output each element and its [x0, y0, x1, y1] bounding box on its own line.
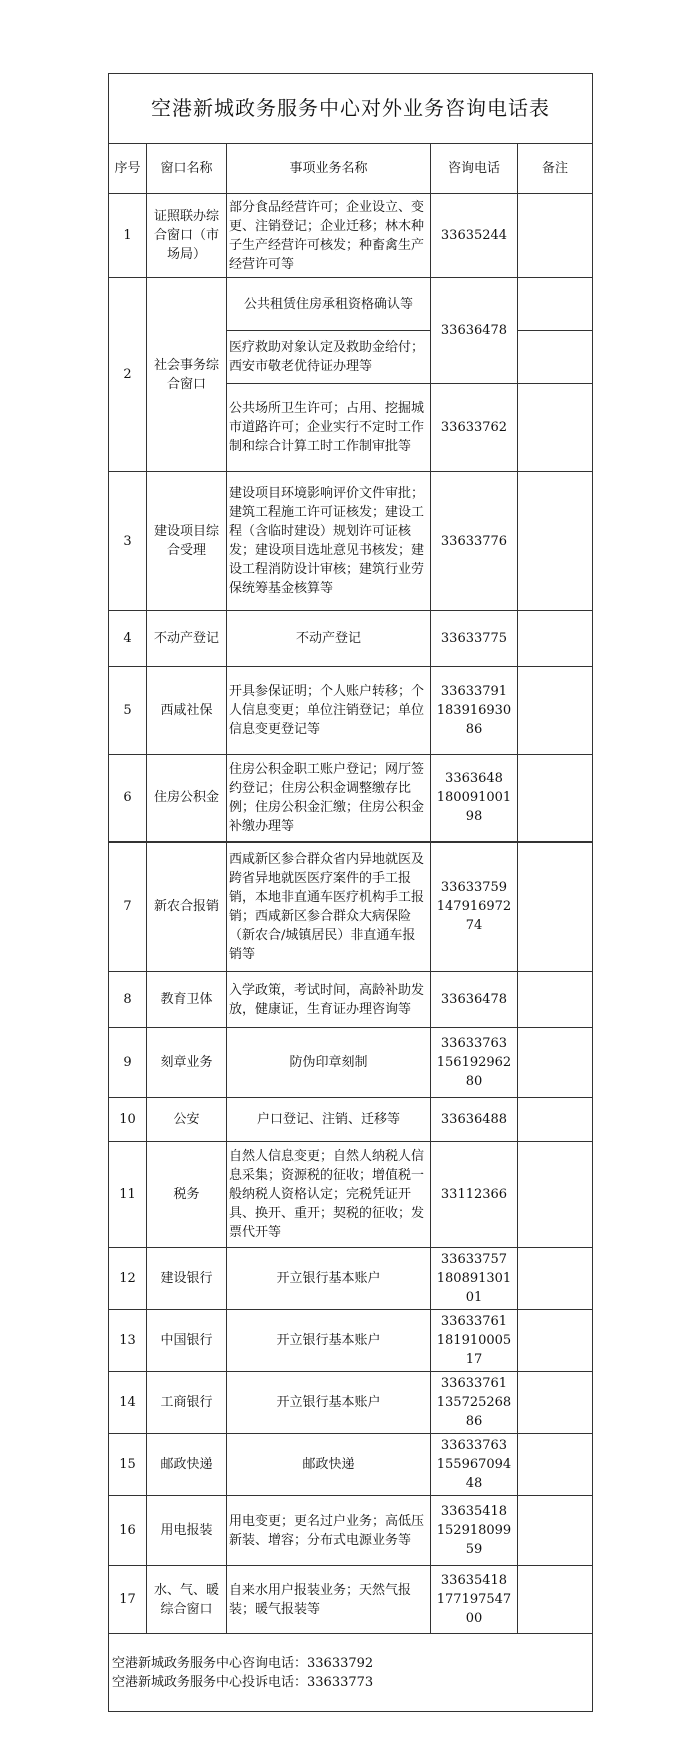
- row-items: 部分食品经营许可；企业设立、变更、注销登记；企业迁移；林木种子生产经营许可核发；种畜禽生产经营许可等: [227, 194, 431, 278]
- row-items: 户口登记、注销、迁移等: [227, 1098, 431, 1142]
- footer-cell: [109, 1634, 593, 1712]
- row-phone: [431, 1310, 518, 1372]
- table-row: [109, 1248, 593, 1310]
- row-remark: [518, 755, 593, 842]
- row-phone-line2: 15619296280: [436, 1055, 512, 1089]
- row-no: 9: [109, 1028, 147, 1098]
- row-items: 公共租赁住房承租资格确认等: [227, 278, 431, 331]
- row-no: 3: [109, 472, 147, 611]
- row-items: 西咸新区参合群众省内异地就医及跨省异地就医医疗案件的手工报销，本地非直通车医疗机构手工报销；西咸新区参合群众大病保险（新农合/城镇居民）非直通车报销等: [227, 842, 431, 972]
- row-remark: [518, 1142, 593, 1248]
- row-items: 邮政快递: [227, 1434, 431, 1496]
- row-no: 5: [109, 667, 147, 755]
- row-remark: [518, 331, 593, 384]
- row-phone: [431, 667, 518, 755]
- table-row: [109, 1496, 593, 1566]
- row-no: 16: [109, 1496, 147, 1566]
- row-no: 7: [109, 842, 147, 972]
- phone-table: [108, 73, 593, 1712]
- row-remark: [518, 611, 593, 667]
- row-phone: 33112366: [431, 1142, 518, 1248]
- row-phone-line1: 33633763: [440, 1036, 508, 1051]
- row-phone-line2: 18191000517: [436, 1333, 512, 1367]
- row-window: 中国银行: [147, 1310, 227, 1372]
- row-items: 不动产登记: [227, 611, 431, 667]
- row-phone-line2: 18009100198: [436, 790, 512, 825]
- row-window: 建设项目综合受理: [147, 472, 227, 611]
- table-row: [109, 472, 593, 611]
- row-phone: 33633762: [431, 384, 518, 472]
- row-no: 10: [109, 1098, 147, 1142]
- row-no: 4: [109, 611, 147, 667]
- row-remark: [518, 1566, 593, 1634]
- header-phone: 咨询电话: [431, 144, 518, 194]
- row-remark: [518, 972, 593, 1028]
- row-phone: [431, 1372, 518, 1434]
- table-row: [109, 1434, 593, 1496]
- row-phone-line1: 33633759: [440, 880, 508, 896]
- row-window: 建设银行: [147, 1248, 227, 1310]
- row-remark: [518, 1028, 593, 1098]
- row-items: 防伪印章刻制: [227, 1028, 431, 1098]
- row-phone: 33636478: [431, 278, 518, 384]
- phone-table-sheet: [108, 73, 592, 1712]
- row-phone-line1: 33633763: [440, 1438, 508, 1453]
- row-remark: [518, 1310, 593, 1372]
- row-phone-line1: 33633757: [440, 1252, 508, 1267]
- row-no: 12: [109, 1248, 147, 1310]
- table-title: 空港新城政务服务中心对外业务咨询电话表: [109, 74, 593, 144]
- footer-complaint-phone: 空港新城政务服务中心投诉电话：33633773: [112, 1674, 374, 1690]
- row-phone: [431, 755, 518, 842]
- row-items: 建设项目环境影响评价文件审批；建筑工程施工许可证核发；建设工程（含临时建设）规划许可证核发；建设项目选址意见书核发；建设工程消防设计审核；建筑行业劳保统筹基金核算等: [227, 472, 431, 611]
- row-window: 水、气、暖综合窗口: [147, 1566, 227, 1634]
- row-items: 开立银行基本账户: [227, 1372, 431, 1434]
- row-phone-line1: 33633761: [440, 1376, 508, 1391]
- table-row: [109, 972, 593, 1028]
- row-phone-line2: 18089130101: [436, 1271, 512, 1305]
- footer-row: [109, 1634, 593, 1712]
- row-no: 14: [109, 1372, 147, 1434]
- header-no: 序号: [109, 144, 147, 194]
- row-items: 医疗救助对象认定及救助金给付；西安市敬老优待证办理等: [227, 331, 431, 384]
- row-phone-line2: 18391693086: [436, 703, 512, 737]
- table-row: [109, 1142, 593, 1248]
- table-row: [109, 1098, 593, 1142]
- row-items: 开立银行基本账户: [227, 1310, 431, 1372]
- header-window: 窗口名称: [147, 144, 227, 194]
- row-no: 11: [109, 1142, 147, 1248]
- row-no: 6: [109, 755, 147, 842]
- row-phone-line1: 33635418: [440, 1504, 508, 1519]
- row-phone: [431, 1496, 518, 1566]
- row-window: 新农合报销: [147, 842, 227, 972]
- row-remark: [518, 667, 593, 755]
- row-phone: 33636488: [431, 1098, 518, 1142]
- row-items: 自然人信息变更；自然人纳税人信息采集；资源税的征收；增值税一般纳税人资格认定；完税凭证开具、换开、重开；契税的征收；发票代开等: [227, 1142, 431, 1248]
- row-phone-line2: 15291809959: [436, 1523, 512, 1557]
- row-phone-line2: 17719754700: [436, 1592, 512, 1626]
- row-window: 公安: [147, 1098, 227, 1142]
- row-phone: [431, 1434, 518, 1496]
- row-window: 西咸社保: [147, 667, 227, 755]
- header-items: 事项业务名称: [227, 144, 431, 194]
- row-phone: 33635244: [431, 194, 518, 278]
- row-remark: [518, 194, 593, 278]
- header-remark: 备注: [518, 144, 593, 194]
- row-phone-line2: 15596709448: [436, 1457, 512, 1491]
- row-phone: 33633775: [431, 611, 518, 667]
- row-window: 不动产登记: [147, 611, 227, 667]
- row-phone-line2: 13572526886: [436, 1395, 512, 1429]
- row-remark: [518, 1098, 593, 1142]
- row-window: 社会事务综合窗口: [147, 278, 227, 472]
- row-phone-line1: 33633791: [440, 684, 508, 699]
- row-phone-line1: 3363648: [445, 771, 503, 787]
- table-row: [109, 194, 593, 278]
- row-window: 税务: [147, 1142, 227, 1248]
- table-row: [109, 755, 593, 842]
- row-phone: [431, 1028, 518, 1098]
- row-no: 1: [109, 194, 147, 278]
- row-items: 开具参保证明；个人账户转移；个人信息变更；单位注销登记；单位信息变更登记等: [227, 667, 431, 755]
- row-window: 证照联办综合窗口（市场局）: [147, 194, 227, 278]
- row-window: 邮政快递: [147, 1434, 227, 1496]
- row-remark: [518, 842, 593, 972]
- table-row: [109, 842, 593, 972]
- row-no: 15: [109, 1434, 147, 1496]
- row-phone: [431, 842, 518, 972]
- row-items: 用电变更；更名过户业务；高低压新装、增容；分布式电源业务等: [227, 1496, 431, 1566]
- row-phone: [431, 1566, 518, 1634]
- table-row: [109, 667, 593, 755]
- row-no: 17: [109, 1566, 147, 1634]
- row-window: 刻章业务: [147, 1028, 227, 1098]
- row-phone: 33636478: [431, 972, 518, 1028]
- row-phone-line1: 33635418: [440, 1573, 508, 1588]
- table-row: [109, 278, 593, 331]
- row-window: 住房公积金: [147, 755, 227, 842]
- row-remark: [518, 278, 593, 331]
- row-phone: 33633776: [431, 472, 518, 611]
- row-items: 入学政策，考试时间，高龄补助发放，健康证，生育证办理咨询等: [227, 972, 431, 1028]
- row-phone-line2: 14791697274: [436, 899, 512, 934]
- row-remark: [518, 384, 593, 472]
- row-remark: [518, 472, 593, 611]
- row-phone: [431, 1248, 518, 1310]
- row-items: 住房公积金职工账户登记；网厅签约登记；住房公积金调整缴存比例；住房公积金汇缴；住房公积金补缴办理等: [227, 755, 431, 842]
- row-window: 工商银行: [147, 1372, 227, 1434]
- row-no: 2: [109, 278, 147, 472]
- row-remark: [518, 1496, 593, 1566]
- row-remark: [518, 1248, 593, 1310]
- row-items: 公共场所卫生许可；占用、挖掘城市道路许可；企业实行不定时工作制和综合计算工时工作制审批等: [227, 384, 431, 472]
- row-no: 13: [109, 1310, 147, 1372]
- table-row: [109, 1566, 593, 1634]
- row-window: 教育卫体: [147, 972, 227, 1028]
- row-items: 开立银行基本账户: [227, 1248, 431, 1310]
- row-remark: [518, 1372, 593, 1434]
- table-row: [109, 1372, 593, 1434]
- table-row: [109, 1310, 593, 1372]
- row-remark: [518, 1434, 593, 1496]
- table-row: [109, 1028, 593, 1098]
- row-phone-line1: 33633761: [440, 1314, 508, 1329]
- table-row: [109, 611, 593, 667]
- footer-consult-phone: 空港新城政务服务中心咨询电话：33633792: [112, 1655, 374, 1671]
- row-window: 用电报装: [147, 1496, 227, 1566]
- row-items: 自来水用户报装业务；天然气报装；暖气报装等: [227, 1566, 431, 1634]
- row-no: 8: [109, 972, 147, 1028]
